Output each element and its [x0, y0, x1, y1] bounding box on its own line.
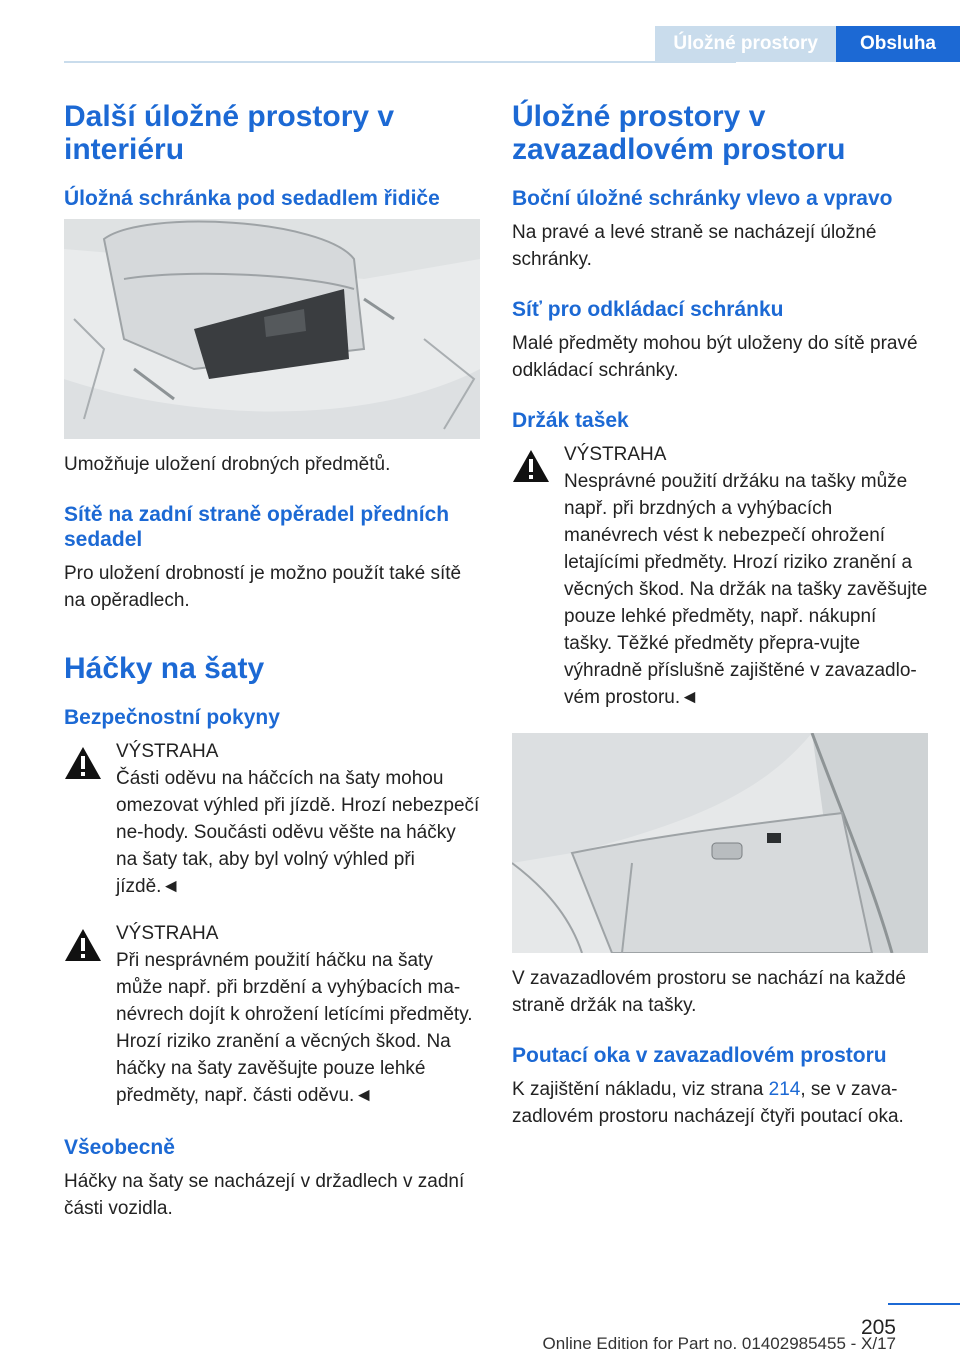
left-column [64, 100, 480, 1246]
header-section-tab [655, 26, 836, 62]
lashing-eyes-text-end: , se v zava-zadlovém prostoru nacházejí čtyři poutací oka. [512, 1079, 904, 1127]
warning-title: VÝSTRAHA [564, 444, 667, 465]
bag-holder-text: V zavazadlovém prostoru se nachází na každé straně držák na tašky. [512, 968, 906, 1016]
right-column [512, 100, 928, 1154]
side-boxes-text: Na pravé a levé straně se nacházejí úložné schránky. [512, 222, 877, 270]
trunk-photo [512, 733, 928, 953]
heading-trunk-storage: Úložné prostory v zavazadlovém prostoru [512, 100, 846, 166]
lashing-eyes-text [512, 1076, 928, 1130]
heading-lashing-eyes: Poutací oka v zavazadlovém prostoru [512, 1044, 887, 1067]
warning-title: VÝSTRAHA [116, 923, 219, 944]
trunk-illustration [512, 733, 928, 953]
warning-triangle-icon [64, 928, 102, 962]
heading-safety-notes: Bezpečnostní pokyny [64, 706, 280, 729]
warning-text: Při nesprávném použití háčku na šaty může např. při brzdění a vyhýbacích ma-névrech dojít k ohrožení letícími předměty. Hrozí riziko zranění a věcných škod. Na háčky na šaty zavěšujte pouze lehké předměty, např. části oděvu.◄ [116, 950, 473, 1106]
under-seat-illustration [64, 219, 480, 439]
header-tabs [655, 26, 960, 62]
warning-text: Části oděvu na háčcích na šaty mohou omezovat výhled při jízdě. Hrozí nebezpečí ne-hody. Součásti oděvu věšte na háčky na šaty tak, aby byl volný výhled při jízdě.◄ [116, 768, 480, 897]
footer-rule [888, 1303, 960, 1305]
warning-box [512, 441, 928, 711]
header-section-label: Úložné prostory [673, 33, 818, 54]
heading-bag-holder: Držák tašek [512, 409, 629, 432]
warning-box [64, 920, 480, 1109]
page-number: 205 [860, 1316, 896, 1339]
footer-edition: Online Edition for Part no. 01402985455 - X/17 [542, 1334, 896, 1353]
header-chapter-tab [836, 26, 960, 62]
general-text: Háčky na šaty se nacházejí v držadlech v zadní části vozidla. [64, 1171, 465, 1219]
heading-under-seat-box: Úložná schránka pod sedadlem řidiče [64, 187, 440, 210]
heading-storage-net: Síť pro odkládací schránku [512, 298, 784, 321]
header-chapter-label: Obsluha [859, 33, 936, 54]
warning-text: Nesprávné použití držáku na tašky může např. při brzdných a vyhýbacích manévrech vést k nebezpečí ohrožení letajícími předměty. Hrozí riziko zranění a věcných škod. Na držák na tašky zavěšujte pouze lehké předměty, např. nákupní tašky. Těžké předměty přepra-vujte výhradně příslušně zajištěné v zavazadlo-vém prostoru.◄ [564, 471, 928, 708]
page-214-link[interactable]: 214 [768, 1079, 801, 1100]
heading-seatback-nets: Sítě na zadní straně opěradel předních sedadel [64, 503, 450, 551]
lashing-eyes-text-start: K zajištění nákladu, viz strana [512, 1079, 769, 1100]
heading-general: Všeobecně [64, 1136, 175, 1159]
heading-coat-hooks: Háčky na šaty [64, 652, 265, 685]
heading-interior-storage: Další úložné prostory v interiéru [64, 100, 395, 166]
warning-triangle-icon [512, 449, 550, 483]
under-seat-text: Umožňuje uložení drobných předmětů. [64, 454, 391, 475]
storage-net-text: Malé předměty mohou být uloženy do sítě pravé odkládací schránky. [512, 333, 918, 381]
header-rule [64, 61, 736, 63]
warning-triangle-icon [64, 746, 102, 780]
heading-side-boxes: Boční úložné schránky vlevo a vpravo [512, 187, 893, 210]
warning-title: VÝSTRAHA [116, 741, 219, 762]
under-seat-photo [64, 219, 480, 439]
warning-box [64, 738, 480, 900]
seatback-nets-text: Pro uložení drobností je možno použít také sítě na opěradlech. [64, 563, 462, 611]
